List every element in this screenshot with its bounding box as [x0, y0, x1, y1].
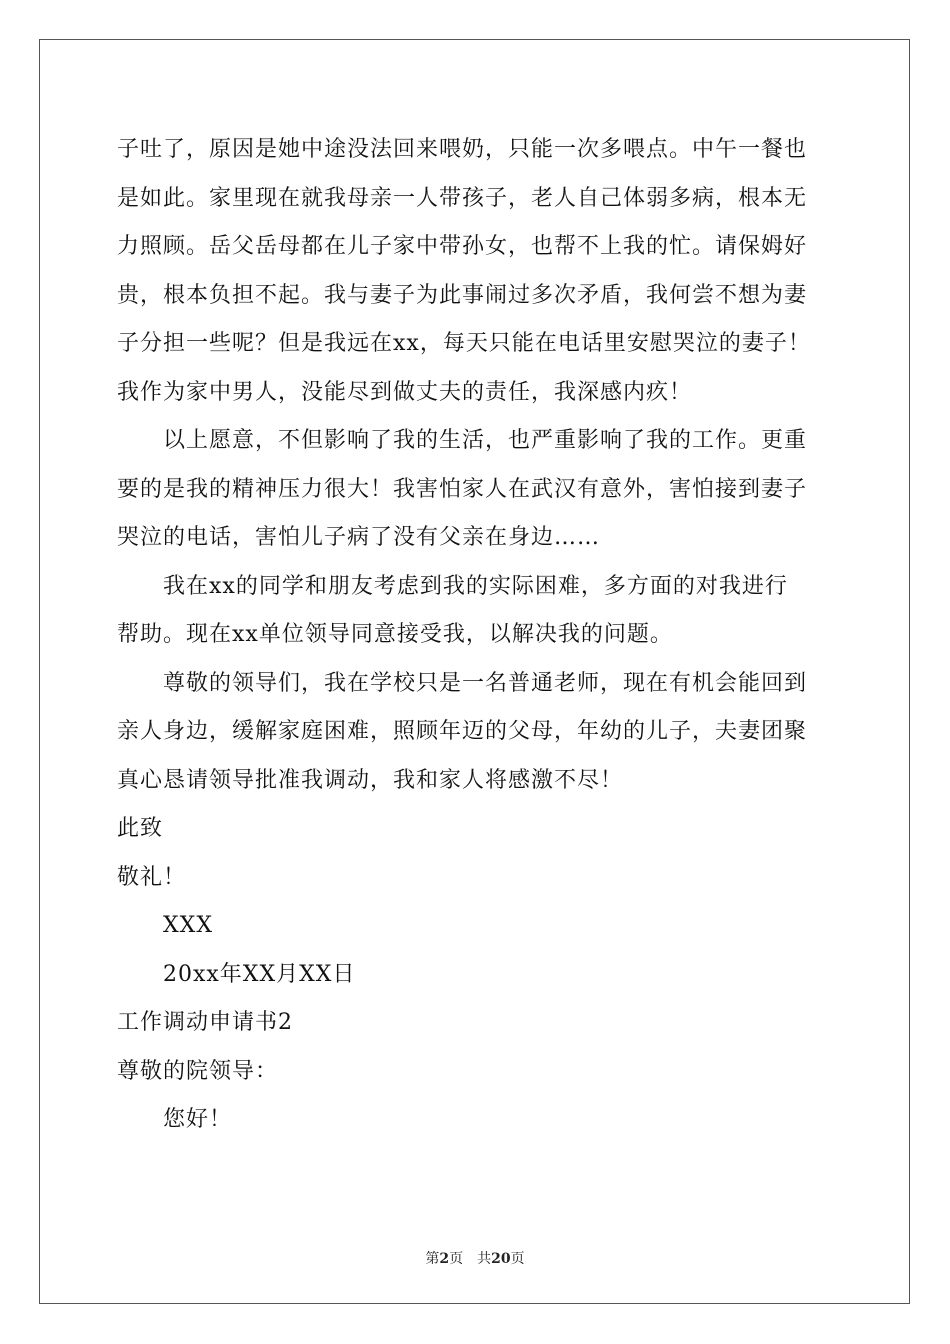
- text-line: 哭泣的电话，害怕儿子病了没有父亲在身边……: [117, 525, 601, 550]
- paragraph-start: 尊敬的领导们，我在学校只是一名普通老师，现在有机会能回到: [163, 670, 808, 696]
- footer-mid: 页 共: [449, 1251, 492, 1267]
- text-line: 我作为家中男人，没能尽到做丈夫的责任，我深感内疚！: [117, 379, 693, 405]
- text-line: 力照顾。岳父岳母都在儿子家中带孙女，也帮不上我的忙。请保姆好: [117, 234, 808, 259]
- text-line: 亲人身边，缓解家庭困难，照顾年迈的父母，年幼的儿子，夫妻团聚: [117, 719, 808, 744]
- text-line: 要的是我的精神压力很大！我害怕家人在武汉有意外，害怕接到妻子: [117, 476, 808, 502]
- section-title: 工作调动申请书2: [117, 1010, 293, 1035]
- page-footer: [0, 1248, 950, 1268]
- paragraph-start: 以上愿意，不但影响了我的生活，也严重影响了我的工作。更重: [163, 428, 808, 453]
- signature-name: XXX: [163, 913, 213, 938]
- total-page-number: 20: [491, 1251, 511, 1267]
- text-line: 子分担一些呢？但是我远在xx，每天只能在电话里安慰哭泣的妻子！: [117, 331, 811, 356]
- text-line: 是如此。家里现在就我母亲一人带孩子，老人自己体弱多病，根本无: [117, 185, 808, 211]
- document-body: [117, 126, 835, 1145]
- signature-date: 20xx年XX月XX日: [163, 961, 356, 987]
- footer-prefix: 第: [425, 1251, 440, 1267]
- greeting-recipient: 尊敬的院领导：: [117, 1058, 279, 1084]
- text-line: 子吐了，原因是她中途没法回来喂奶，只能一次多喂点。中午一餐也: [117, 137, 808, 162]
- greeting: 您好！: [163, 1107, 233, 1132]
- text-line: 帮助。现在xx单位领导同意接受我，以解决我的问题。: [117, 622, 673, 647]
- text-line: 贵，根本负担不起。我与妻子为此事闹过多次矛盾，我何尝不想为妻: [117, 282, 808, 308]
- current-page-number: 2: [439, 1251, 450, 1267]
- closing-salutation: 此致: [117, 816, 164, 841]
- closing-respect: 敬礼！: [117, 864, 187, 890]
- footer-suffix: 页: [510, 1251, 525, 1267]
- text-line: 真心恳请领导批准我调动，我和家人将感激不尽！: [117, 767, 624, 793]
- paragraph-start: 我在xx的同学和朋友考虑到我的实际困难，多方面的对我进行: [163, 573, 788, 599]
